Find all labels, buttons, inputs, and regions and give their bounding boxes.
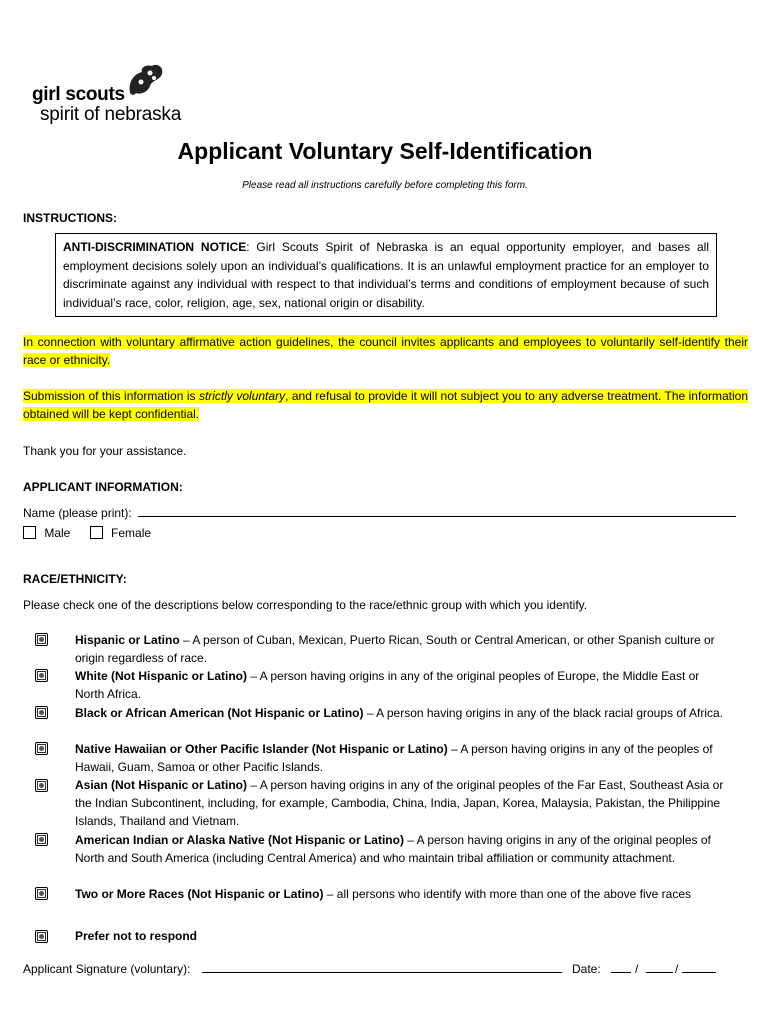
page-subtitle: Please read all instructions carefully before completing this form. [242, 180, 528, 191]
race-option [75, 831, 725, 867]
voluntary-text-before: Submission of this information is [23, 389, 199, 403]
race-option-radio[interactable] [35, 930, 48, 943]
race-option-radio[interactable] [35, 779, 48, 792]
race-option-label: White (Not Hispanic or Latino) [75, 669, 247, 683]
female-label: Female [111, 526, 152, 540]
race-option [75, 776, 725, 830]
male-checkbox[interactable] [23, 526, 36, 539]
race-option-description: – A person having origins in any of the original peoples of North and South America (including Central America) and who maintain tribal affiliation or community attachment. [75, 833, 711, 865]
name-label: Name (please print): [23, 506, 132, 520]
race-option-label: Prefer not to respond [75, 929, 198, 943]
date-separator: / [635, 962, 639, 976]
race-option-label: Two or More Races (Not Hispanic or Latino) [75, 887, 324, 901]
affirmative-action-paragraph [23, 333, 748, 369]
date-day-input[interactable] [646, 961, 673, 973]
notice-label: ANTI-DISCRIMINATION NOTICE [63, 240, 247, 254]
race-option-label: Hispanic or Latino [75, 633, 180, 647]
voluntary-text-after: , and refusal to provide it will not subject you to any adverse treatment. The information obtained will be kept confidential. [23, 389, 749, 421]
signature-label: Applicant Signature (voluntary): [23, 962, 191, 976]
voluntary-text-emphasis: strictly voluntary [198, 389, 286, 403]
race-instructions: Please check one of the descriptions below corresponding to the race/ethnic group with which you identify. [23, 598, 588, 612]
name-input-line[interactable] [138, 505, 736, 517]
race-option [75, 927, 725, 945]
race-option-radio[interactable] [35, 633, 48, 646]
race-option [75, 631, 725, 667]
notice-text: : Girl Scouts Spirit of Nebraska is an equal opportunity employer, and bases all employment decisions solely upon an individual’s qualifications. It is an unlawful employment practice for an employer to discriminate against any individual with respect to that individual’s terms and conditions of employment because of such individual’s race, color, religion, age, sex, national origin or disability. [63, 240, 709, 310]
race-option-description: – A person having origins in any of the original peoples of Europe, the Middle East or North Africa. [75, 669, 700, 701]
logo-wordmark: girl scouts [32, 84, 125, 105]
logo-council-name: spirit of nebraska [40, 104, 182, 125]
race-option-label: Native Hawaiian or Other Pacific Islander (Not Hispanic or Latino) [75, 742, 448, 756]
race-option-description: – A person having origins in any of the original peoples of the Far East, Southeast Asia or the Indian Subcontinent, including, for example, Cambodia, China, India, Japan, Korea, Malaysia, Pakistan, the Philippine Islands, Thailand and Vietnam. [75, 778, 724, 828]
instructions-heading: INSTRUCTIONS: [23, 211, 117, 225]
date-month-input[interactable] [611, 961, 631, 973]
race-option [75, 885, 725, 903]
race-option-description: – A person having origins in any of the black racial groups of Africa. [363, 706, 724, 720]
date-separator: / [675, 962, 679, 976]
race-option-radio[interactable] [35, 706, 48, 719]
thank-you-text: Thank you for your assistance. [23, 444, 187, 458]
applicant-info-heading: APPLICANT INFORMATION: [23, 480, 183, 494]
race-option-description: – A person of Cuban, Mexican, Puerto Rican, South or Central American, or other Spanish culture or origin regardless of race. [75, 633, 715, 665]
race-option-radio[interactable] [35, 887, 48, 900]
date-label: Date: [572, 962, 601, 976]
race-option-label: Black or African American (Not Hispanic or Latino) [75, 706, 364, 720]
race-ethnicity-heading: RACE/ETHNICITY: [23, 572, 127, 586]
race-option-label: Asian (Not Hispanic or Latino) [75, 778, 248, 792]
race-option-radio[interactable] [35, 669, 48, 682]
male-label: Male [44, 526, 71, 540]
gender-options [23, 524, 151, 542]
race-option-radio[interactable] [35, 833, 48, 846]
race-option [75, 704, 725, 722]
race-option [75, 667, 725, 703]
affirmative-action-text: In connection with voluntary affirmative action guidelines, the council invites applicants and employees to voluntarily self-identify their race or ethnicity. [23, 335, 748, 367]
race-option-description: – A person having origins in any of the peoples of Hawaii, Guam, Samoa or other Pacific Islands. [75, 742, 713, 774]
trefoil-icon [126, 62, 166, 96]
signature-input-line[interactable] [202, 961, 562, 973]
anti-discrimination-notice [55, 233, 717, 317]
race-option-label: American Indian or Alaska Native (Not Hispanic or Latino) [75, 833, 404, 847]
date-year-input[interactable] [682, 961, 716, 973]
page-title: Applicant Voluntary Self-Identification [177, 138, 593, 164]
race-option [75, 740, 725, 776]
voluntary-paragraph [23, 387, 748, 423]
voluntary-text [23, 389, 748, 421]
female-checkbox[interactable] [90, 526, 103, 539]
girl-scouts-logo [32, 62, 192, 132]
race-option-radio[interactable] [35, 742, 48, 755]
race-option-description: – all persons who identify with more than one of the above five races [323, 887, 692, 901]
